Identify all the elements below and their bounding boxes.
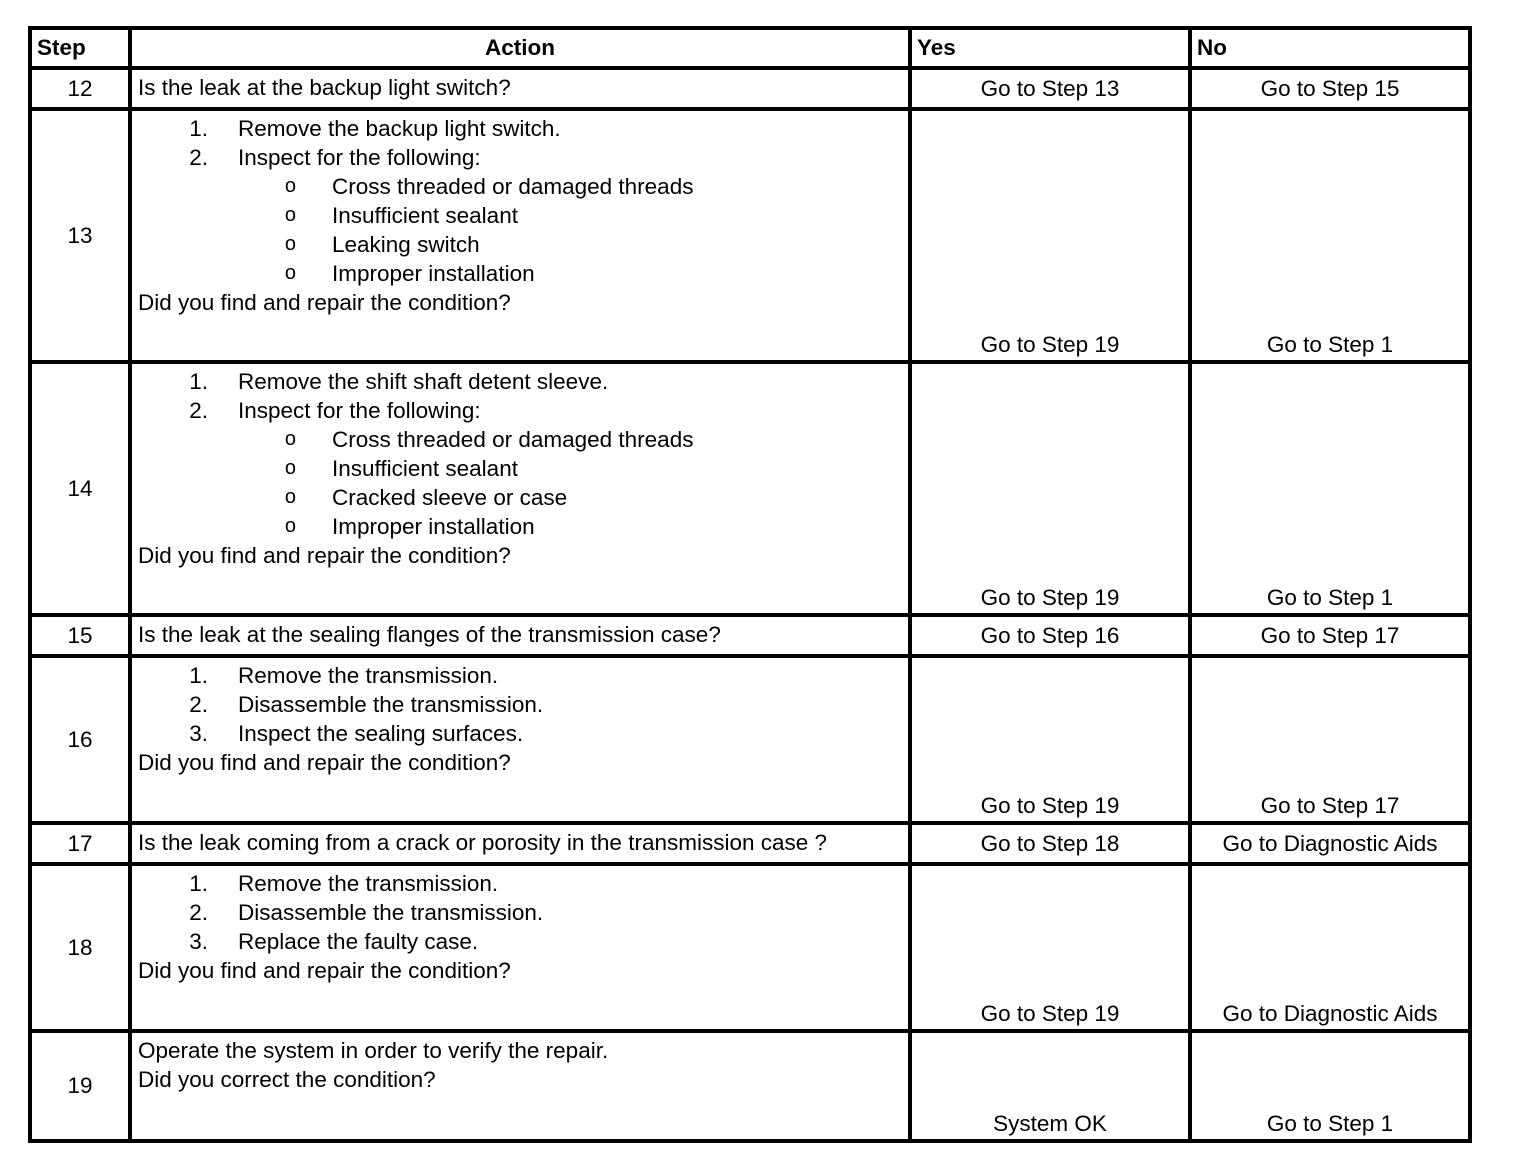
action-cell — [130, 823, 910, 864]
action-question: Did you find and repair the condition? — [138, 543, 511, 568]
action-cell — [130, 68, 910, 109]
action-cell — [130, 656, 910, 823]
numbered-step: 1. Remove the transmission. — [189, 871, 499, 896]
yes-cell: Go to Step 19 — [910, 109, 1190, 362]
action-cell — [130, 615, 910, 656]
table-row-step-13 — [30, 109, 1470, 362]
numbered-step: 2. Disassemble the transmission. — [189, 900, 544, 925]
header-yes: Yes — [910, 28, 1190, 68]
diagnostic-table — [28, 26, 1472, 1143]
no-cell: Go to Step 1 — [1190, 1031, 1470, 1141]
numbered-step: 1. Remove the backup light switch. — [189, 116, 561, 141]
no-cell: Go to Step 17 — [1190, 615, 1470, 656]
step-number: 14 — [30, 362, 130, 615]
action-question: Did you correct the condition? — [138, 1067, 436, 1092]
table-row-step-18 — [30, 864, 1470, 1031]
yes-cell: Go to Step 19 — [910, 656, 1190, 823]
numbered-step: 3. Inspect the sealing surfaces. — [189, 721, 524, 746]
bullet-item: o Insufficient sealant — [284, 456, 518, 481]
header-step: Step — [30, 28, 130, 68]
bullet-item: o Improper installation — [284, 514, 535, 539]
step-number: 13 — [30, 109, 130, 362]
action-cell — [130, 864, 910, 1031]
numbered-step: 2. Inspect for the following: — [189, 398, 481, 423]
table-row-step-17 — [30, 823, 1470, 864]
step-number: 18 — [30, 864, 130, 1031]
bullet-item: o Leaking switch — [284, 232, 480, 257]
bullet-item: o Insufficient sealant — [284, 203, 518, 228]
header-row — [30, 28, 1470, 68]
action-question: Is the leak at the sealing flanges of the transmission case? — [138, 622, 721, 647]
no-cell: Go to Diagnostic Aids — [1190, 823, 1470, 864]
table-row-step-19 — [30, 1031, 1470, 1141]
action-cell — [130, 109, 910, 362]
action-question: Is the leak at the backup light switch? — [138, 75, 511, 100]
yes-cell: Go to Step 13 — [910, 68, 1190, 109]
no-cell: Go to Step 15 — [1190, 68, 1470, 109]
action-question: Did you find and repair the condition? — [138, 750, 511, 775]
numbered-step: 3. Replace the faulty case. — [189, 929, 479, 954]
yes-cell: Go to Step 19 — [910, 864, 1190, 1031]
bullet-item: o Improper installation — [284, 261, 535, 286]
numbered-step: 1. Remove the shift shaft detent sleeve. — [189, 369, 609, 394]
bullet-item: o Cracked sleeve or case — [284, 485, 568, 510]
no-cell: Go to Diagnostic Aids — [1190, 864, 1470, 1031]
step-number: 17 — [30, 823, 130, 864]
yes-cell: Go to Step 18 — [910, 823, 1190, 864]
step-number: 15 — [30, 615, 130, 656]
yes-cell: Go to Step 16 — [910, 615, 1190, 656]
no-cell: Go to Step 1 — [1190, 362, 1470, 615]
action-question: Did you find and repair the condition? — [138, 958, 511, 983]
action-cell — [130, 1031, 910, 1141]
step-number: 12 — [30, 68, 130, 109]
table-row-step-16 — [30, 656, 1470, 823]
bullet-item: o Cross threaded or damaged threads — [284, 174, 694, 199]
numbered-step: 2. Disassemble the transmission. — [189, 692, 544, 717]
header-no: No — [1190, 28, 1470, 68]
header-action: Action — [130, 28, 910, 68]
action-question: Is the leak coming from a crack or porosity in the transmission case ? — [138, 830, 828, 855]
numbered-step: 2. Inspect for the following: — [189, 145, 481, 170]
table-row-step-15 — [30, 615, 1470, 656]
numbered-step: 1. Remove the transmission. — [189, 663, 499, 688]
action-intro: Operate the system in order to verify the repair. — [138, 1038, 609, 1063]
table-row-step-14 — [30, 362, 1470, 615]
action-cell — [130, 362, 910, 615]
step-number: 19 — [30, 1031, 130, 1141]
step-number: 16 — [30, 656, 130, 823]
no-cell: Go to Step 1 — [1190, 109, 1470, 362]
no-cell: Go to Step 17 — [1190, 656, 1470, 823]
action-question: Did you find and repair the condition? — [138, 290, 511, 315]
bullet-item: o Cross threaded or damaged threads — [284, 427, 694, 452]
yes-cell: System OK — [910, 1031, 1190, 1141]
yes-cell: Go to Step 19 — [910, 362, 1190, 615]
table-row-step-12 — [30, 68, 1470, 109]
